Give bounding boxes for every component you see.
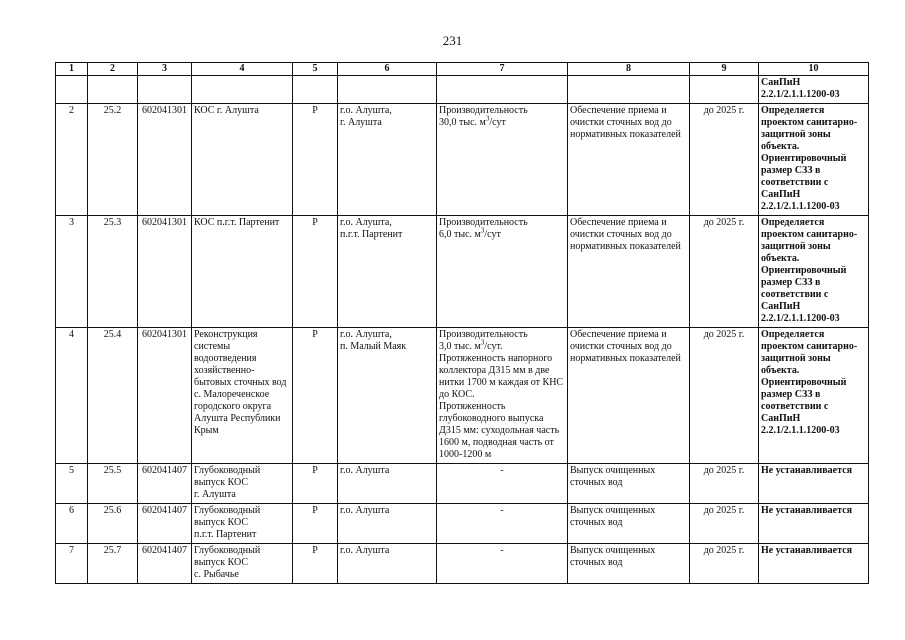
capacity-text: Производительность 6,0 тыс. м: [439, 217, 528, 240]
object-capacity: [437, 104, 568, 216]
page-number: 231: [442, 33, 463, 48]
header-cell: 5: [293, 63, 338, 76]
empty-cell: [338, 76, 437, 104]
header-cell: 1: [56, 63, 88, 76]
objects-table: [55, 62, 869, 584]
empty-cell: [293, 76, 338, 104]
object-code: 25.4: [88, 328, 138, 464]
object-name: Реконструкция системы водоотведения хозяйственно-бытовых сточных вод с. Малореченское городского округа Алушта Республики Крым: [192, 328, 293, 464]
object-id: 602041301: [138, 104, 192, 216]
object-name: Глубоководный выпуск КОС г. Алушта: [192, 464, 293, 504]
empty-cell: [192, 76, 293, 104]
object-purpose: Обеспечение приема и очистки сточных вод до нормативных показателей: [568, 104, 690, 216]
row-number: 6: [56, 504, 88, 544]
object-capacity: [437, 216, 568, 328]
continuation-row: [56, 76, 869, 104]
empty-cell: [138, 76, 192, 104]
table-row: [56, 328, 869, 464]
object-purpose: Обеспечение приема и очистки сточных вод до нормативных показателей: [568, 216, 690, 328]
capacity-unit: /сут.: [484, 341, 503, 352]
object-location: г.о. Алушта: [338, 464, 437, 504]
object-capacity: -: [437, 544, 568, 584]
header-cell: 7: [437, 63, 568, 76]
table-row: [56, 464, 869, 504]
object-name: Глубоководный выпуск КОС п.г.т. Партенит: [192, 504, 293, 544]
capacity-unit: /сут: [489, 117, 506, 128]
object-capacity: [437, 328, 568, 464]
capacity-sup: 3: [485, 114, 490, 123]
object-status: Р: [293, 104, 338, 216]
object-id: 602041407: [138, 544, 192, 584]
capacity-unit: /сут: [484, 229, 501, 240]
object-id: 602041301: [138, 216, 192, 328]
empty-cell: [568, 76, 690, 104]
empty-cell: [88, 76, 138, 104]
object-location: г.о. Алушта: [338, 504, 437, 544]
object-code: 25.6: [88, 504, 138, 544]
header-cell: 2: [88, 63, 138, 76]
sanitary-zone-cell: Не устанавливается: [759, 504, 869, 544]
object-status: Р: [293, 216, 338, 328]
capacity-text: Производительность 30,0 тыс. м: [439, 105, 528, 128]
object-code: 25.3: [88, 216, 138, 328]
object-status: Р: [293, 504, 338, 544]
header-cell: 3: [138, 63, 192, 76]
object-purpose: Выпуск очищенных сточных вод: [568, 544, 690, 584]
sanitary-zone-cell: Определяется проектом санитарно-защитной зоны объекта. Ориентировочный размер СЗЗ в соответствии с СанПиН 2.2.1/2.1.1.1200-03: [759, 216, 869, 328]
object-capacity: -: [437, 504, 568, 544]
object-status: Р: [293, 328, 338, 464]
object-code: 25.7: [88, 544, 138, 584]
table-row: [56, 104, 869, 216]
table-row: [56, 544, 869, 584]
object-term: до 2025 г.: [690, 104, 759, 216]
object-code: 25.5: [88, 464, 138, 504]
sanitary-zone-cell: Не устанавливается: [759, 464, 869, 504]
object-location: г.о. Алушта, п.г.т. Партенит: [338, 216, 437, 328]
object-purpose: Выпуск очищенных сточных вод: [568, 504, 690, 544]
row-number: 3: [56, 216, 88, 328]
capacity-details: Протяженность напорного коллектора Д315 мм в две нитки 1700 м каждая от КНС до КОС. Протяженность глубоководного выпуска Д315 мм: суходольная часть 1600 м, подводная часть от 1000-1200 м: [439, 353, 564, 460]
row-number: 7: [56, 544, 88, 584]
capacity-text: Производительность 3,0 тыс. м: [439, 329, 528, 352]
table-row: [56, 504, 869, 544]
row-number: 4: [56, 328, 88, 464]
sanitary-zone-cell: Определяется проектом санитарно-защитной зоны объекта. Ориентировочный размер СЗЗ в соответствии с СанПиН 2.2.1/2.1.1.1200-03: [759, 328, 869, 464]
row-number: 5: [56, 464, 88, 504]
header-cell: 8: [568, 63, 690, 76]
object-id: 602041407: [138, 504, 192, 544]
object-name: Глубоководный выпуск КОС с. Рыбачье: [192, 544, 293, 584]
object-status: Р: [293, 544, 338, 584]
object-name: КОС п.г.т. Партенит: [192, 216, 293, 328]
object-status: Р: [293, 464, 338, 504]
object-term: до 2025 г.: [690, 504, 759, 544]
header-cell: 9: [690, 63, 759, 76]
object-capacity: -: [437, 464, 568, 504]
empty-cell: [437, 76, 568, 104]
capacity-sup: 3: [480, 338, 485, 347]
header-row: [56, 63, 869, 76]
object-id: 602041301: [138, 328, 192, 464]
object-code: 25.2: [88, 104, 138, 216]
sanitary-zone-cell: СанПиН 2.2.1/2.1.1.1200-03: [759, 76, 869, 104]
header-cell: 6: [338, 63, 437, 76]
object-id: 602041407: [138, 464, 192, 504]
object-location: г.о. Алушта: [338, 544, 437, 584]
object-location: г.о. Алушта, п. Малый Маяк: [338, 328, 437, 464]
object-purpose: Обеспечение приема и очистки сточных вод до нормативных показателей: [568, 328, 690, 464]
capacity-sup: 3: [480, 226, 485, 235]
empty-cell: [56, 76, 88, 104]
empty-cell: [690, 76, 759, 104]
object-name: КОС г. Алушта: [192, 104, 293, 216]
sanitary-zone-cell: Не устанавливается: [759, 544, 869, 584]
header-cell: 4: [192, 63, 293, 76]
header-cell: 10: [759, 63, 869, 76]
object-term: до 2025 г.: [690, 544, 759, 584]
object-term: до 2025 г.: [690, 464, 759, 504]
object-location: г.о. Алушта, г. Алушта: [338, 104, 437, 216]
object-term: до 2025 г.: [690, 328, 759, 464]
sanitary-zone-cell: Определяется проектом санитарно-защитной зоны объекта. Ориентировочный размер СЗЗ в соответствии с СанПиН 2.2.1/2.1.1.1200-03: [759, 104, 869, 216]
table-row: [56, 216, 869, 328]
row-number: 2: [56, 104, 88, 216]
object-purpose: Выпуск очищенных сточных вод: [568, 464, 690, 504]
object-term: до 2025 г.: [690, 216, 759, 328]
